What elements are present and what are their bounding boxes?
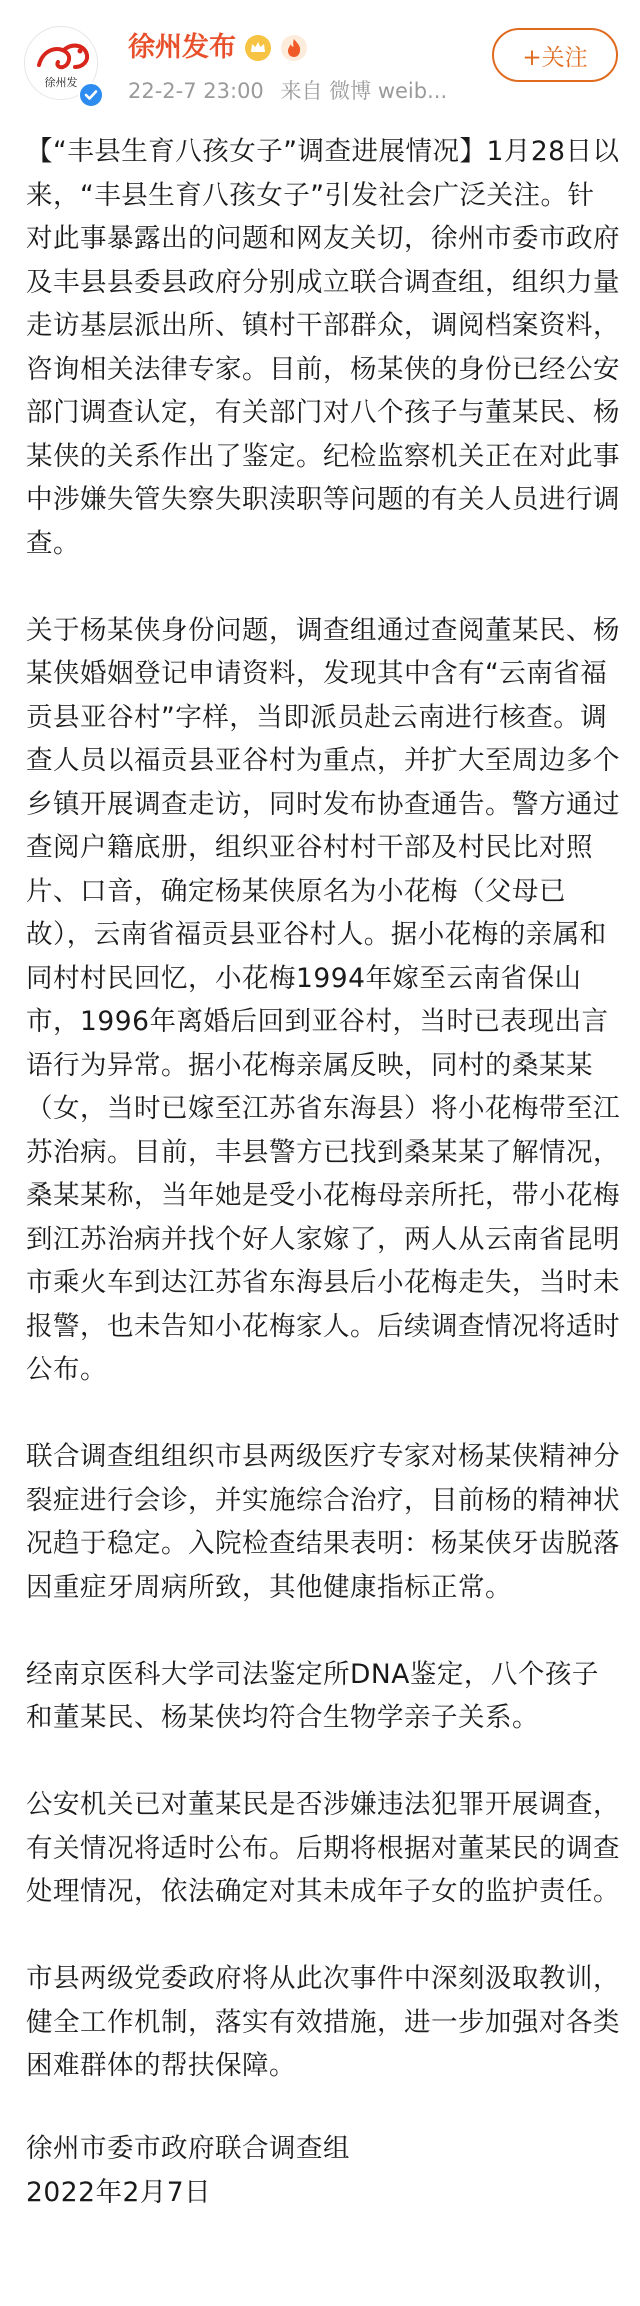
fire-badge-icon	[280, 34, 308, 62]
signature	[26, 2127, 620, 2214]
post-source: 来自 微博 weib...	[280, 79, 448, 103]
post-paragraph: 公安机关已对董某民是否涉嫌违法犯罪开展调查，有关情况将适时公布。后期将根据对董某民的调查处理情况，依法确定对其未成年子女的监护责任。	[26, 1789, 620, 1907]
avatar-text: 徐州发	[44, 76, 78, 89]
verified-badge-icon	[78, 82, 104, 108]
post-paragraph: 【“丰县生育八孩女子”调查进展情况】1月28日以来，“丰县生育八孩女子”引发社会广泛关注。针对此事暴露出的问题和网友关切，徐州市委市政府及丰县县委县政府分别成立联合调查组，组织力量走访基层派出所、镇村干部群众，调阅档案资料，咨询相关法律专家。目前，杨某侠的身份已经公安部门调查认定，有关部门对八个孩子与董某民、杨某侠的关系作出了鉴定。纪检监察机关正在对此事中涉嫌失管失察失职渎职等问题的有关人员进行调查。	[26, 136, 620, 559]
signature-org: 徐州市委市政府联合调查组	[26, 2133, 350, 2164]
crown-badge-icon	[244, 34, 272, 62]
account-name-text[interactable]: 徐州发布	[128, 32, 236, 63]
signature-date: 2022年2月7日	[26, 2176, 212, 2208]
post-paragraph: 市县两级党委政府将从此次事件中深刻汲取教训，健全工作机制，落实有效措施，进一步加强对各类困难群体的帮扶保障。	[26, 1963, 620, 2081]
timestamp: 22-2-7 23:00	[128, 79, 264, 103]
post-body	[0, 118, 640, 2214]
post-paragraph: 关于杨某侠身份问题，调查组通过查阅董某民、杨某侠婚姻登记申请资料，发现其中含有“云南省福贡县亚谷村”字样，当即派员赴云南进行核查。调查人员以福贡县亚谷村为重点，并扩大至周边多个乡镇开展调查走访，同时发布协查通告。警方通过查阅户籍底册，组织亚谷村村干部及村民比对照片、口音，确定杨某侠原名为小花梅（父母已故），云南省福贡县亚谷村人。据小花梅的亲属和同村村民回忆，小花梅1994年嫁至云南省保山市，1996年离婚后回到亚谷村，当时已表现出言语行为异常。据小花梅亲属反映，同村的桑某某（女，当时已嫁至江苏省东海县）将小花梅带至江苏治病。目前，丰县警方已找到桑某某了解情况，桑某某称，当年她是受小花梅母亲所托，带小花梅到江苏治病并找个好人家嫁了，两人从云南省昆明市乘火车到达江苏省东海县后小花梅走失，当时未报警，也未告知小花梅家人。后续调查情况将适时公布。	[26, 614, 620, 1385]
post-paragraph: 经南京医科大学司法鉴定所DNA鉴定，八个孩子和董某民、杨某侠均符合生物学亲子关系。	[26, 1658, 599, 1733]
post-header	[0, 0, 640, 118]
post-meta	[128, 76, 457, 106]
follow-button[interactable]: +关注	[492, 28, 618, 82]
post-paragraph: 联合调查组组织市县两级医疗专家对杨某侠精神分裂症进行会诊，并实施综合治疗，目前杨的精神状况趋于稳定。入院检查结果表明：杨某侠牙齿脱落因重症牙周病所致，其他健康指标正常。	[26, 1441, 620, 1603]
account-name[interactable]	[128, 30, 308, 66]
